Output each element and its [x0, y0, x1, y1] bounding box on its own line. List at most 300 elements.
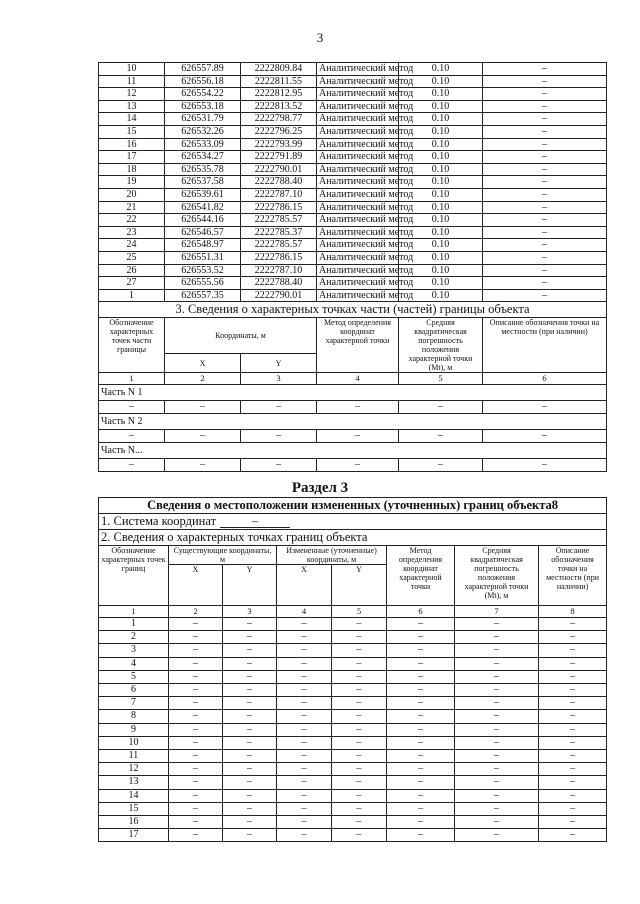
- point-id-cell: 21: [99, 201, 165, 214]
- title-row: [99, 498, 607, 514]
- header-coordinates: Координаты, м: [165, 318, 317, 354]
- method-cell: Аналитический метод: [317, 75, 399, 88]
- point-id-cell: 3: [99, 644, 169, 657]
- coord-system: [99, 514, 607, 530]
- empty-cell: –: [332, 789, 387, 802]
- point-id-cell: 6: [99, 684, 169, 697]
- column-number: 2: [165, 373, 241, 385]
- empty-cell: –: [387, 710, 455, 723]
- empty-cell: –: [387, 644, 455, 657]
- empty-cell: –: [241, 401, 317, 414]
- coord-system-value: –: [220, 515, 290, 528]
- empty-cell: –: [455, 776, 539, 789]
- column-number: 1: [99, 606, 169, 618]
- header-point: Обозначение характерных точек границ: [99, 546, 169, 606]
- accuracy-cell: 0.10: [399, 151, 483, 164]
- empty-cell: –: [277, 644, 332, 657]
- description-cell: –: [483, 251, 607, 264]
- point-id-cell: 17: [99, 829, 169, 842]
- y-coordinate-cell: 2222790.01: [241, 163, 317, 176]
- description-cell: –: [483, 113, 607, 126]
- empty-cell: –: [332, 631, 387, 644]
- empty-cell: –: [455, 829, 539, 842]
- column-number: 8: [539, 606, 607, 618]
- empty-cell: –: [387, 697, 455, 710]
- point-id-cell: 26: [99, 264, 165, 277]
- accuracy-cell: 0.10: [399, 138, 483, 151]
- point-id-cell: 12: [99, 763, 169, 776]
- point-id-cell: 11: [99, 75, 165, 88]
- part-label: Часть N...: [99, 443, 607, 459]
- accuracy-cell: 0.10: [399, 113, 483, 126]
- empty-cell: –: [317, 401, 399, 414]
- point-id-cell: 2: [99, 631, 169, 644]
- y-coordinate-cell: 2222786.15: [241, 251, 317, 264]
- point-id-cell: 1: [99, 289, 165, 302]
- table-row: [99, 277, 607, 290]
- x-coordinate-cell: 626533.09: [165, 138, 241, 151]
- empty-cell: –: [99, 401, 165, 414]
- table-row: [99, 697, 607, 710]
- empty-cell: –: [223, 802, 277, 815]
- column-number: 5: [332, 606, 387, 618]
- empty-cell: –: [223, 723, 277, 736]
- y-coordinate-cell: 2222812.95: [241, 88, 317, 101]
- section-heading: Раздел 3: [291, 480, 349, 496]
- point-id-cell: 24: [99, 239, 165, 252]
- accuracy-cell: 0.10: [399, 176, 483, 189]
- description-cell: –: [483, 75, 607, 88]
- x-coordinate-cell: 626551.31: [165, 251, 241, 264]
- table-row: [99, 631, 607, 644]
- method-cell: Аналитический метод: [317, 289, 399, 302]
- empty-cell: –: [455, 618, 539, 631]
- empty-cell: –: [332, 657, 387, 670]
- empty-cell: –: [539, 644, 607, 657]
- empty-cell: –: [539, 802, 607, 815]
- table-row: [99, 125, 607, 138]
- points-title: 2. Сведения о характерных точках границ объекта: [99, 530, 607, 546]
- header-x: X: [277, 565, 332, 606]
- empty-cell: –: [223, 763, 277, 776]
- empty-cell: –: [455, 750, 539, 763]
- method-cell: Аналитический метод: [317, 63, 399, 76]
- empty-cell: –: [332, 670, 387, 683]
- empty-cell: –: [332, 736, 387, 749]
- empty-cell: –: [455, 684, 539, 697]
- table-row: [99, 176, 607, 189]
- point-id-cell: 14: [99, 789, 169, 802]
- point-id-cell: 27: [99, 277, 165, 290]
- table-row: [99, 163, 607, 176]
- column-number-row: [99, 606, 607, 618]
- accuracy-cell: 0.10: [399, 251, 483, 264]
- point-id-cell: 16: [99, 138, 165, 151]
- table-row: [99, 75, 607, 88]
- x-coordinate-cell: 626555.56: [165, 277, 241, 290]
- empty-cell: –: [539, 750, 607, 763]
- y-coordinate-cell: 2222787.10: [241, 264, 317, 277]
- point-id-cell: 10: [99, 63, 165, 76]
- column-number-row: [99, 373, 607, 385]
- coord-system-label: 1. Система координат: [101, 514, 217, 528]
- table-row: [99, 100, 607, 113]
- empty-cell: –: [169, 829, 223, 842]
- empty-cell: –: [332, 776, 387, 789]
- empty-cell: –: [169, 802, 223, 815]
- empty-cell: –: [223, 750, 277, 763]
- description-cell: –: [483, 289, 607, 302]
- y-coordinate-cell: 2222809.84: [241, 63, 317, 76]
- empty-cell: –: [332, 723, 387, 736]
- empty-cell: –: [277, 631, 332, 644]
- empty-cell: –: [539, 657, 607, 670]
- header-existing-coords: Существующие координаты, м: [169, 546, 277, 565]
- empty-cell: –: [455, 723, 539, 736]
- empty-cell: –: [539, 816, 607, 829]
- y-coordinate-cell: 2222785.37: [241, 226, 317, 239]
- table-row: [99, 88, 607, 101]
- header-row: [99, 318, 607, 354]
- empty-cell: –: [387, 776, 455, 789]
- column-number: 4: [317, 373, 399, 385]
- point-id-cell: 1: [99, 618, 169, 631]
- description-cell: –: [483, 239, 607, 252]
- x-coordinate-cell: 626535.78: [165, 163, 241, 176]
- empty-cell: –: [387, 750, 455, 763]
- point-id-cell: 7: [99, 697, 169, 710]
- x-coordinate-cell: 626539.61: [165, 188, 241, 201]
- point-id-cell: 15: [99, 802, 169, 815]
- empty-cell: –: [317, 430, 399, 443]
- empty-cell: –: [277, 829, 332, 842]
- table-row: [99, 710, 607, 723]
- empty-cell: –: [277, 723, 332, 736]
- accuracy-cell: 0.10: [399, 214, 483, 227]
- header-point: Обозначение характерных точек части границы: [99, 318, 165, 373]
- point-id-cell: 18: [99, 163, 165, 176]
- empty-cell: –: [455, 657, 539, 670]
- description-cell: –: [483, 163, 607, 176]
- empty-cell: –: [387, 723, 455, 736]
- table-row: [99, 151, 607, 164]
- empty-cell: –: [387, 829, 455, 842]
- column-number: 3: [223, 606, 277, 618]
- empty-cell: –: [387, 618, 455, 631]
- x-coordinate-cell: 626556.18: [165, 75, 241, 88]
- table-row: [99, 816, 607, 829]
- x-coordinate-cell: 626532.26: [165, 125, 241, 138]
- empty-cell: –: [169, 657, 223, 670]
- point-id-cell: 13: [99, 776, 169, 789]
- x-coordinate-cell: 626548.97: [165, 239, 241, 252]
- y-coordinate-cell: 2222811.55: [241, 75, 317, 88]
- empty-cell: –: [455, 710, 539, 723]
- empty-cell: –: [387, 763, 455, 776]
- empty-cell: –: [539, 829, 607, 842]
- description-cell: –: [483, 151, 607, 164]
- empty-cell: –: [277, 736, 332, 749]
- empty-cell: –: [165, 430, 241, 443]
- description-cell: –: [483, 125, 607, 138]
- column-number: 7: [455, 606, 539, 618]
- table-row: [99, 289, 607, 302]
- point-id-cell: 19: [99, 176, 165, 189]
- empty-cell: –: [277, 816, 332, 829]
- empty-cell: –: [332, 644, 387, 657]
- empty-cell: –: [455, 736, 539, 749]
- empty-cell: –: [223, 684, 277, 697]
- empty-cell: –: [399, 430, 483, 443]
- empty-cell: –: [277, 763, 332, 776]
- point-id-cell: 4: [99, 657, 169, 670]
- header-x: X: [165, 354, 241, 373]
- y-coordinate-cell: 2222785.57: [241, 239, 317, 252]
- method-cell: Аналитический метод: [317, 151, 399, 164]
- points-title-row: [99, 530, 607, 546]
- empty-cell: –: [169, 644, 223, 657]
- x-coordinate-cell: 626544.16: [165, 214, 241, 227]
- method-cell: Аналитический метод: [317, 251, 399, 264]
- table-row: [99, 226, 607, 239]
- empty-cell: –: [169, 697, 223, 710]
- description-cell: –: [483, 264, 607, 277]
- method-cell: Аналитический метод: [317, 239, 399, 252]
- column-number: 4: [277, 606, 332, 618]
- point-id-cell: 16: [99, 816, 169, 829]
- accuracy-cell: 0.10: [399, 226, 483, 239]
- empty-cell: –: [483, 430, 607, 443]
- table-row: [99, 113, 607, 126]
- table-row: [99, 63, 607, 76]
- part-label-row: [99, 414, 607, 430]
- empty-cell: –: [165, 459, 241, 472]
- table-row: [99, 684, 607, 697]
- table-row: [99, 459, 607, 472]
- empty-cell: –: [539, 618, 607, 631]
- table-row: [99, 138, 607, 151]
- point-id-cell: 17: [99, 151, 165, 164]
- header-y: Y: [332, 565, 387, 606]
- accuracy-cell: 0.10: [399, 88, 483, 101]
- empty-cell: –: [223, 644, 277, 657]
- point-id-cell: 15: [99, 125, 165, 138]
- accuracy-cell: 0.10: [399, 289, 483, 302]
- description-cell: –: [483, 188, 607, 201]
- empty-cell: –: [455, 670, 539, 683]
- table-row: [99, 430, 607, 443]
- table-row: [99, 201, 607, 214]
- empty-cell: –: [455, 763, 539, 776]
- x-coordinate-cell: 626553.18: [165, 100, 241, 113]
- y-coordinate-cell: 2222790.01: [241, 289, 317, 302]
- method-cell: Аналитический метод: [317, 176, 399, 189]
- empty-cell: –: [332, 763, 387, 776]
- description-cell: –: [483, 201, 607, 214]
- method-cell: Аналитический метод: [317, 113, 399, 126]
- column-number: 6: [483, 373, 607, 385]
- table-row: [99, 776, 607, 789]
- accuracy-cell: 0.10: [399, 125, 483, 138]
- empty-cell: –: [483, 459, 607, 472]
- y-coordinate-cell: 2222793.99: [241, 138, 317, 151]
- y-coordinate-cell: 2222813.52: [241, 100, 317, 113]
- x-coordinate-cell: 626553.52: [165, 264, 241, 277]
- method-cell: Аналитический метод: [317, 88, 399, 101]
- method-cell: Аналитический метод: [317, 277, 399, 290]
- empty-cell: –: [165, 401, 241, 414]
- empty-cell: –: [332, 750, 387, 763]
- header-accuracy: Средняя квадратическая погрешность положения характерной точки (Mt), м: [455, 546, 539, 606]
- point-id-cell: 12: [99, 88, 165, 101]
- method-cell: Аналитический метод: [317, 125, 399, 138]
- empty-cell: –: [277, 750, 332, 763]
- description-cell: –: [483, 88, 607, 101]
- column-number: 6: [387, 606, 455, 618]
- empty-cell: –: [332, 710, 387, 723]
- empty-cell: –: [332, 684, 387, 697]
- y-coordinate-cell: 2222785.57: [241, 214, 317, 227]
- empty-cell: –: [277, 776, 332, 789]
- y-coordinate-cell: 2222791.89: [241, 151, 317, 164]
- section-title-row: [99, 302, 607, 318]
- point-id-cell: 11: [99, 750, 169, 763]
- y-coordinate-cell: 2222798.77: [241, 113, 317, 126]
- empty-cell: –: [277, 670, 332, 683]
- empty-cell: –: [277, 618, 332, 631]
- x-coordinate-cell: 626554.22: [165, 88, 241, 101]
- empty-cell: –: [223, 670, 277, 683]
- header-x: X: [169, 565, 223, 606]
- empty-cell: –: [332, 697, 387, 710]
- header-accuracy: Средняя квадратическая погрешность положения характерной точки (Mt), м: [399, 318, 483, 373]
- changed-boundaries-table: [98, 497, 607, 842]
- description-cell: –: [483, 100, 607, 113]
- header-changed-coords: Измененные (уточненные) координаты, м: [277, 546, 387, 565]
- empty-cell: –: [455, 789, 539, 802]
- table-title: Сведения о местоположении измененных (уточненных) границ объекта8: [99, 498, 607, 514]
- empty-cell: –: [169, 789, 223, 802]
- point-id-cell: 5: [99, 670, 169, 683]
- table-row: [99, 802, 607, 815]
- part-label-row: [99, 385, 607, 401]
- part-label-row: [99, 443, 607, 459]
- empty-cell: –: [223, 657, 277, 670]
- empty-cell: –: [387, 670, 455, 683]
- empty-cell: –: [169, 816, 223, 829]
- empty-cell: –: [223, 816, 277, 829]
- x-coordinate-cell: 626557.89: [165, 63, 241, 76]
- empty-cell: –: [399, 401, 483, 414]
- header-method: Метод определения координат характерной точки: [317, 318, 399, 373]
- method-cell: Аналитический метод: [317, 163, 399, 176]
- description-cell: –: [483, 138, 607, 151]
- empty-cell: –: [455, 802, 539, 815]
- empty-cell: –: [277, 802, 332, 815]
- empty-cell: –: [539, 763, 607, 776]
- empty-cell: –: [169, 750, 223, 763]
- accuracy-cell: 0.10: [399, 188, 483, 201]
- y-coordinate-cell: 2222788.40: [241, 176, 317, 189]
- table-row: [99, 670, 607, 683]
- header-y: Y: [241, 354, 317, 373]
- accuracy-cell: 0.10: [399, 100, 483, 113]
- point-id-cell: 8: [99, 710, 169, 723]
- empty-cell: –: [169, 670, 223, 683]
- accuracy-cell: 0.10: [399, 264, 483, 277]
- x-coordinate-cell: 626534.27: [165, 151, 241, 164]
- description-cell: –: [483, 63, 607, 76]
- empty-cell: –: [332, 802, 387, 815]
- empty-cell: –: [332, 816, 387, 829]
- empty-cell: –: [169, 723, 223, 736]
- column-number: 1: [99, 373, 165, 385]
- empty-cell: –: [223, 736, 277, 749]
- empty-cell: –: [387, 789, 455, 802]
- empty-cell: –: [539, 723, 607, 736]
- empty-cell: –: [277, 684, 332, 697]
- page-number: 3: [316, 30, 324, 45]
- method-cell: Аналитический метод: [317, 100, 399, 113]
- y-coordinate-cell: 2222796.25: [241, 125, 317, 138]
- table-row: [99, 723, 607, 736]
- header-y: Y: [223, 565, 277, 606]
- description-cell: –: [483, 214, 607, 227]
- accuracy-cell: 0.10: [399, 239, 483, 252]
- part-label: Часть N 2: [99, 414, 607, 430]
- empty-cell: –: [223, 789, 277, 802]
- table-row: [99, 251, 607, 264]
- table-row: [99, 789, 607, 802]
- empty-cell: –: [223, 631, 277, 644]
- x-coordinate-cell: 626557.35: [165, 289, 241, 302]
- empty-cell: –: [539, 736, 607, 749]
- point-id-cell: 25: [99, 251, 165, 264]
- accuracy-cell: 0.10: [399, 63, 483, 76]
- table-row: [99, 401, 607, 414]
- method-cell: Аналитический метод: [317, 188, 399, 201]
- method-cell: Аналитический метод: [317, 226, 399, 239]
- empty-cell: –: [539, 789, 607, 802]
- table-row: [99, 644, 607, 657]
- table-row: [99, 214, 607, 227]
- table-row: [99, 750, 607, 763]
- empty-cell: –: [399, 459, 483, 472]
- empty-cell: –: [387, 657, 455, 670]
- column-number: 3: [241, 373, 317, 385]
- empty-cell: –: [455, 816, 539, 829]
- point-id-cell: 9: [99, 723, 169, 736]
- empty-cell: –: [223, 776, 277, 789]
- empty-cell: –: [539, 710, 607, 723]
- x-coordinate-cell: 626531.79: [165, 113, 241, 126]
- empty-cell: –: [539, 670, 607, 683]
- empty-cell: –: [277, 697, 332, 710]
- empty-cell: –: [99, 430, 165, 443]
- table-row: [99, 829, 607, 842]
- table-row: [99, 239, 607, 252]
- point-id-cell: 13: [99, 100, 165, 113]
- method-cell: Аналитический метод: [317, 214, 399, 227]
- header-description: Описание обозначения точки на местности (при наличии): [483, 318, 607, 373]
- y-coordinate-cell: 2222787.10: [241, 188, 317, 201]
- empty-cell: –: [241, 459, 317, 472]
- method-cell: Аналитический метод: [317, 264, 399, 277]
- empty-cell: –: [169, 631, 223, 644]
- table-row: [99, 763, 607, 776]
- description-cell: –: [483, 226, 607, 239]
- empty-cell: –: [387, 736, 455, 749]
